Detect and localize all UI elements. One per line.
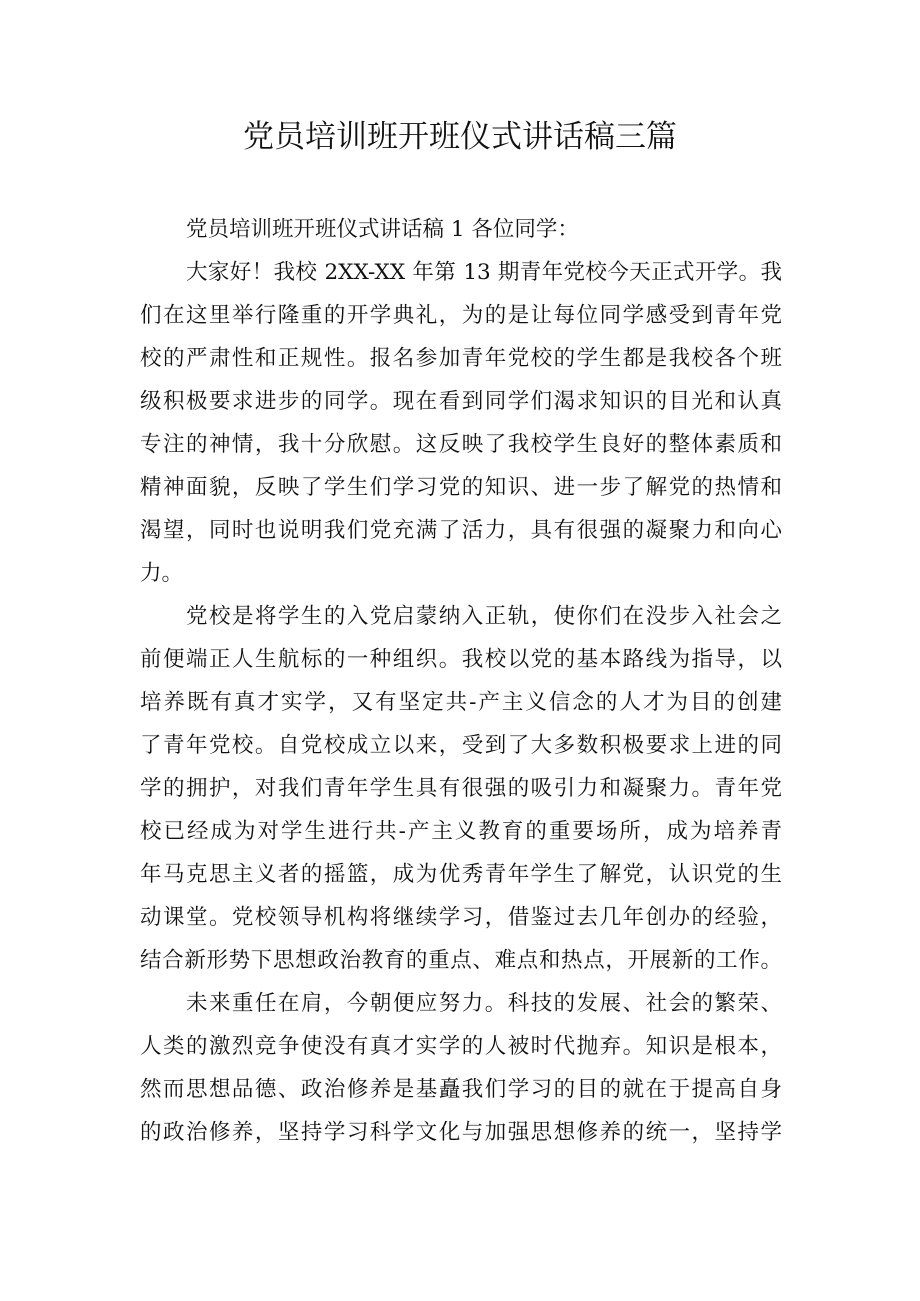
- paragraph-line: 未来重任在肩，今朝便应努力。科技的发展、社会的繁荣、: [186, 991, 782, 1016]
- paragraph-line: 校的严肃性和正规性。报名参加青年党校的学生都是我校各个班: [140, 346, 782, 371]
- paragraph-line: 校已经成为对学生进行共-产主义教育的重要场所，成为培养青: [140, 819, 782, 844]
- paragraph-line: 精神面貌，反映了学生们学习党的知识、进一步了解党的热情和: [140, 475, 782, 500]
- paragraph-line: 学的拥护，对我们青年学生具有很强的吸引力和凝聚力。青年党: [140, 776, 782, 801]
- paragraph-line: 人类的激烈竞争使没有真才实学的人被时代抛弃。知识是根本，: [140, 1034, 782, 1059]
- paragraph-line: 渴望，同时也说明我们党充满了活力，具有很强的凝聚力和向心: [140, 518, 782, 543]
- paragraph-line: 的政治修养，坚持学习科学文化与加强思想修养的统一，坚持学: [140, 1120, 782, 1145]
- paragraph-line: 大家好！我校 2XX-XX 年第 13 期青年党校今天正式开学。我: [186, 260, 782, 285]
- paragraph-line: 们在这里举行隆重的开学典礼，为的是让每位同学感受到青年党: [140, 303, 782, 328]
- paragraph-line: 力。: [140, 561, 184, 586]
- paragraph-line: 培养既有真才实学，又有坚定共-产主义信念的人才为目的创建: [140, 690, 782, 715]
- paragraph-line: 前便端正人生航标的一种组织。我校以党的基本路线为指导，以: [140, 647, 782, 672]
- paragraph-line: 动课堂。党校领导机构将继续学习，借鉴过去几年创办的经验，: [140, 905, 782, 930]
- paragraph-line: 专注的神情，我十分欣慰。这反映了我校学生良好的整体素质和: [140, 432, 782, 457]
- paragraph-line: 党员培训班开班仪式讲话稿 1 各位同学：: [186, 217, 579, 242]
- paragraph-line: 年马克思主义者的摇篮，成为优秀青年学生了解党，认识党的生: [140, 862, 782, 887]
- paragraph-line: 了青年党校。自党校成立以来，受到了大多数积极要求上进的同: [140, 733, 782, 758]
- paragraph-line: 然而思想品德、政治修养是基矗我们学习的目的就在于提高自身: [140, 1077, 782, 1102]
- document-title: 党员培训班开班仪式讲话稿三篇: [243, 119, 677, 155]
- paragraph-line: 结合新形势下思想政治教育的重点、难点和热点，开展新的工作。: [140, 948, 782, 973]
- paragraph-line: 党校是将学生的入党启蒙纳入正轨，使你们在没步入社会之: [186, 604, 782, 629]
- paragraph-line: 级积极要求进步的同学。现在看到同学们渴求知识的目光和认真: [140, 389, 782, 414]
